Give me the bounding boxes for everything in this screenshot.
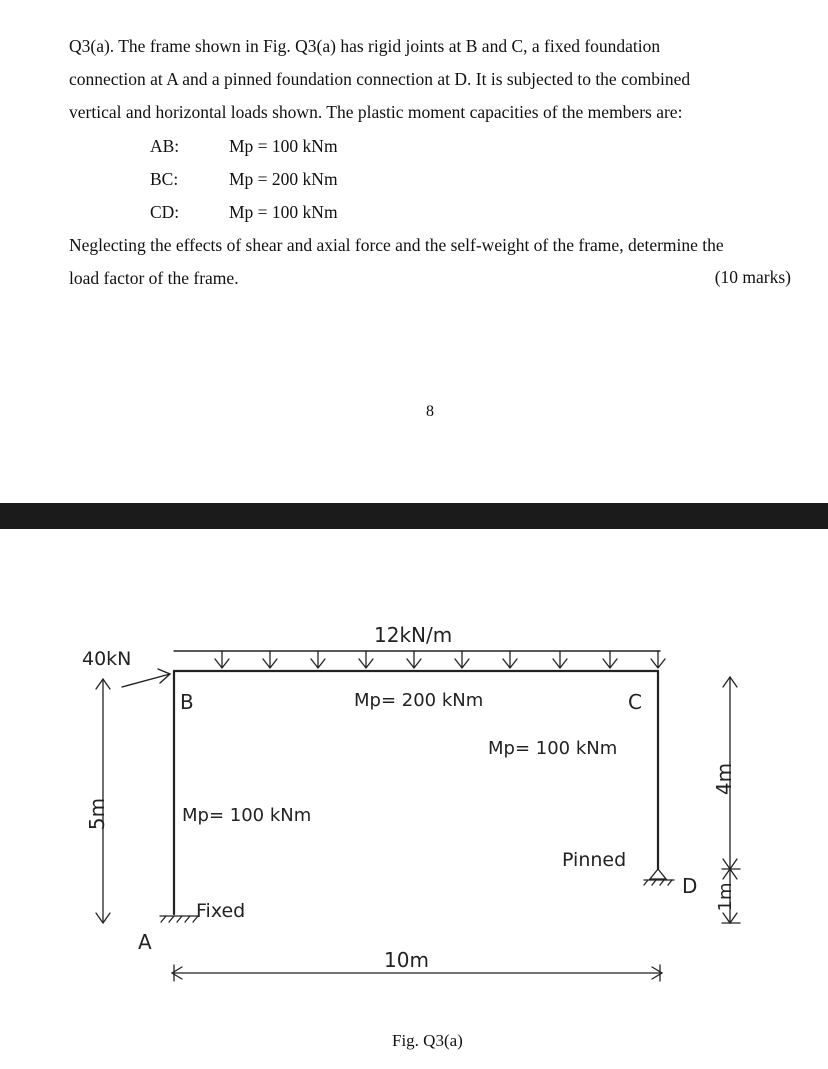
- closing-line-1: Neglecting the effects of shear and axial force and the self-weight of the frame, determine the: [69, 235, 724, 255]
- mp-ab-label: Mp= 100 kNm: [182, 805, 312, 826]
- member-capacity: Mp = 100 kNm: [229, 136, 338, 156]
- horizontal-load-arrow: [122, 669, 170, 687]
- intro-line-2: connection at A and a pinned foundation connection at D. It is subjected to the combined: [69, 69, 691, 89]
- intro-line-1: Q3(a). The frame shown in Fig. Q3(a) has rigid joints at B and C, a fixed foundation: [69, 36, 661, 56]
- marks-label: (10 marks): [714, 267, 791, 287]
- span-label: 10m: [384, 948, 429, 972]
- joint-d-label: D: [682, 874, 698, 898]
- horizontal-load-label: 40kN: [82, 648, 132, 670]
- question-closing: [69, 229, 791, 295]
- joint-c-label: C: [628, 690, 642, 714]
- left-height-label: 5m: [85, 797, 109, 831]
- fixed-support-label: Fixed: [196, 900, 246, 922]
- right-lower-label: 1m: [715, 882, 736, 912]
- joint-a-label: A: [138, 930, 152, 954]
- mp-bc-label: Mp= 200 kNm: [354, 690, 484, 711]
- joint-b-label: B: [180, 690, 194, 714]
- member-capacity: Mp = 100 kNm: [229, 202, 338, 222]
- member-label: BC:: [150, 169, 179, 189]
- right-upper-label: 4m: [712, 762, 736, 796]
- page-divider: [0, 503, 828, 529]
- udl-arrows: [174, 651, 665, 668]
- udl-label: 12kN/m: [374, 623, 453, 647]
- fixed-support-symbol: [160, 916, 198, 922]
- page-number: 8: [426, 403, 434, 420]
- intro-line-3: vertical and horizontal loads shown. The plastic moment capacities of the members are:: [69, 102, 683, 122]
- closing-line-2: load factor of the frame.: [69, 268, 239, 288]
- frame-figure: [0, 529, 828, 1029]
- member-label: CD:: [150, 202, 180, 222]
- member-label: AB:: [150, 136, 180, 156]
- mp-cd-label: Mp= 100 kNm: [488, 738, 618, 759]
- member-capacity: Mp = 200 kNm: [229, 169, 338, 189]
- figure-caption: Fig. Q3(a): [392, 1031, 463, 1050]
- pinned-support-label: Pinned: [562, 849, 627, 871]
- pinned-support-symbol: [644, 869, 674, 885]
- question-intro: [69, 30, 791, 129]
